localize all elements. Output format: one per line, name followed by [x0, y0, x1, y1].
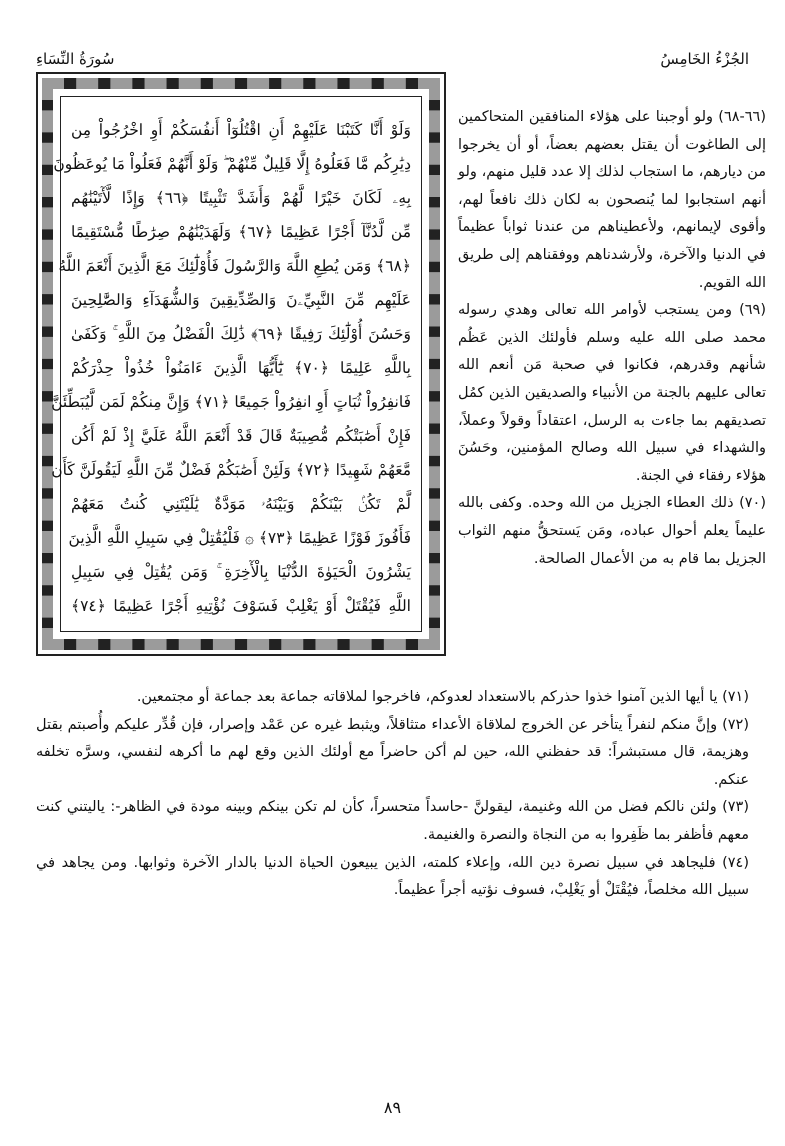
quran-line: وَلَوْ أَنَّا كَتَبْنَا عَلَيْهِمْ أَنِ اقْتُلُوٓاْ أَنفُسَكُمْ أَوِ اخْرُجُواْ مِن [71, 121, 411, 139]
tafsir-paragraph: (٦٦-٦٨) ولو أوجبنا على هؤلاء المنافقين المتحاكمين إلى الطاغوت أن يقتل بعضهم بعضاً، أو أن يخرجوا من ديارهم، ما استجاب لذلك إلا عدد قليل منهم، ولو أنهم استجابوا لما يُنصحون به لكان ذلك نافعاً لهم، وأقوى لإيمانهم، ولأعطيناهم من عندنا ثواباً عظيماً في الدنيا والآخرة، ولأرشدناهم ووفقناهم إلى طريق الله القويم. [458, 109, 766, 291]
quran-line: فَانفِرُواْ ثُبَاتٍ أَوِ انفِرُواْ جَمِيعًا ﴿٧١﴾ وَإِنَّ مِنكُمْ لَمَن لَّيُبَطِّئَنَّ [51, 393, 411, 411]
quran-line: مَّعَهُمْ شَهِيدًا ﴿٧٢﴾ وَلَئِنْ أَصَٰبَكُمْ فَضْلٌ مِّنَ اللَّهِ لَيَقُولَنَّ كَأَن [51, 461, 411, 479]
quran-line: لَّمْ تَكُنۢ بَيْنَكُمْ وَبَيْنَهُۥ مَوَدَّةٌ يَٰلَيْتَنِي كُنتُ مَعَهُمْ [71, 495, 411, 513]
tafsir-paragraph: (٧٠) ذلك العطاء الجزيل من الله وحده. وكفى بالله عليماً يعلم أحوال عباده، ومَن يَستحقُّ منهم الثواب الجزيل بما قام به من الأعمال الصالحة. [458, 495, 766, 567]
tafsir-paragraph: (٧٣) ولئن نالكم فضل من الله وغنيمة، ليقولنَّ -حاسداً متحسراً، كأن لم تكن بينكم وبينه مودة في الظاهر-: ياليتني كنت معهم فأظفر بما ظَفِروا به من النجاة والنصرة والغنيمة. [36, 799, 749, 843]
surah-title: سُورَةُ النِّسَاءِ [36, 50, 115, 68]
tafsir-paragraph: (٧١) يا أيها الذين آمنوا خذوا حذركم بالاستعداد لعدوكم، فاخرجوا لملاقاته جماعة بعد جماعة أو مجتمعين. [136, 689, 749, 705]
quran-line: ﴿٦٨﴾ وَمَن يُطِعِ اللَّهَ وَالرَّسُولَ فَأُوْلَٰٓئِكَ مَعَ الَّذِينَ أَنْعَمَ اللَّهُ [58, 257, 411, 275]
tafsir-paragraph: (٧٢) وإنَّ منكم لنفراً يتأخر عن الخروج لملاقاة الأعداء متثاقلاً، ويثبط غيره عن عَمْد وإصرار، فإن قُدِّر عليكم وأُصبتم بقتل وهزيمة، قال مستبشراً: قد حفظني الله، حين لم أكن حاضراً مع أولئك الذين وقع لهم ما أكرهه لنفسي، وسرَّه تخلفه عنكم. [36, 716, 749, 788]
tafsir-full-width [36, 684, 749, 905]
page-header [36, 50, 749, 72]
quran-line: اللَّهِ فَيُقْتَلْ أَوْ يَغْلِبْ فَسَوْفَ نُؤْتِيهِ أَجْرًا عَظِيمًا ﴿٧٤﴾ [71, 597, 411, 615]
quran-line: بِاللَّهِ عَلِيمًا ﴿٧٠﴾ يَٰٓأَيُّهَا الَّذِينَ ءَامَنُواْ خُذُواْ حِذْرَكُمْ [71, 359, 411, 377]
quran-line: فَإِنْ أَصَٰبَتْكُم مُّصِيبَةٌ قَالَ قَدْ أَنْعَمَ اللَّهُ عَلَيَّ إِذْ لَمْ أَكُن [71, 427, 411, 445]
quran-line: بِهِۦ لَكَانَ خَيْرًا لَّهُمْ وَأَشَدَّ تَثْبِيتًا ﴿٦٦﴾ وَإِذًا لَّأٓتَيْنَٰهُم [71, 189, 412, 207]
tafsir-paragraph: (٧٤) فليجاهد في سبيل نصرة دين الله، وإعلاء كلمته، الذين يبيعون الحياة الدنيا بالدار الآخرة وثوابها. ومن يجاهد في سبيل الله مخلصاً، فيُقْتَلْ أو يَغْلِبْ، فسوف نؤتيه أجراً عظيماً. [36, 854, 749, 899]
quran-line: فَأَفُوزَ فَوْزًا عَظِيمًا ﴿٧٣﴾ ۞ فَلْيُقَٰتِلْ فِي سَبِيلِ اللَّهِ الَّذِينَ [68, 529, 411, 547]
quran-line: يَشْرُونَ الْحَيَوٰةَ الدُّنْيَا بِالْأٓخِرَةِ ۚ وَمَن يُقَٰتِلْ فِي سَبِيلِ [71, 563, 411, 581]
quran-text-block [51, 96, 422, 632]
quran-line: عَلَيْهِم مِّنَ النَّبِيِّۦنَ وَالصِّدِّيقِينَ وَالشُّهَدَآءِ وَالصَّٰلِحِينَ [71, 291, 411, 309]
tafsir-paragraph: (٦٩) ومن يستجب لأوامر الله تعالى وهدي رسوله محمد صلى الله عليه وسلم فأولئك الذين عَظُم شأنهم وقدرهم، فكانوا في صحبة مَن أنعم الله تعالى عليهم بالجنة من الأنبياء والصديقين الذين كمُل تصديقهم بما جاءت به الرسل، اعتقاداً وقولاً وعملاً، والشهداء في سبيل الله وصالح المؤمنين، وحَسُنَ هؤلاء رفقاء في الجنة. [458, 302, 766, 484]
quran-line: دِيَٰرِكُم مَّا فَعَلُوهُ إِلَّا قَلِيلٌ مِّنْهُمْ ۖ وَلَوْ أَنَّهُمْ فَعَلُواْ مَا يُوعَظُونَ [53, 155, 411, 173]
quran-line: مِّن لَّدُنَّآ أَجْرًا عَظِيمًا ﴿٦٧﴾ وَلَهَدَيْنَٰهُمْ صِرَٰطًا مُّسْتَقِيمًا [71, 223, 412, 241]
juz-title: الجُزْءُ الخَامِسُ [660, 50, 749, 68]
quran-frame [36, 72, 446, 656]
tafsir-side-column [458, 104, 766, 573]
page-number: ٨٩ [383, 1098, 402, 1117]
quran-line: وَحَسُنَ أُوْلَٰٓئِكَ رَفِيقًا ﴿٦٩﴾ ذَٰلِكَ الْفَضْلُ مِنَ اللَّهِ ۚ وَكَفَىٰ [71, 325, 411, 343]
